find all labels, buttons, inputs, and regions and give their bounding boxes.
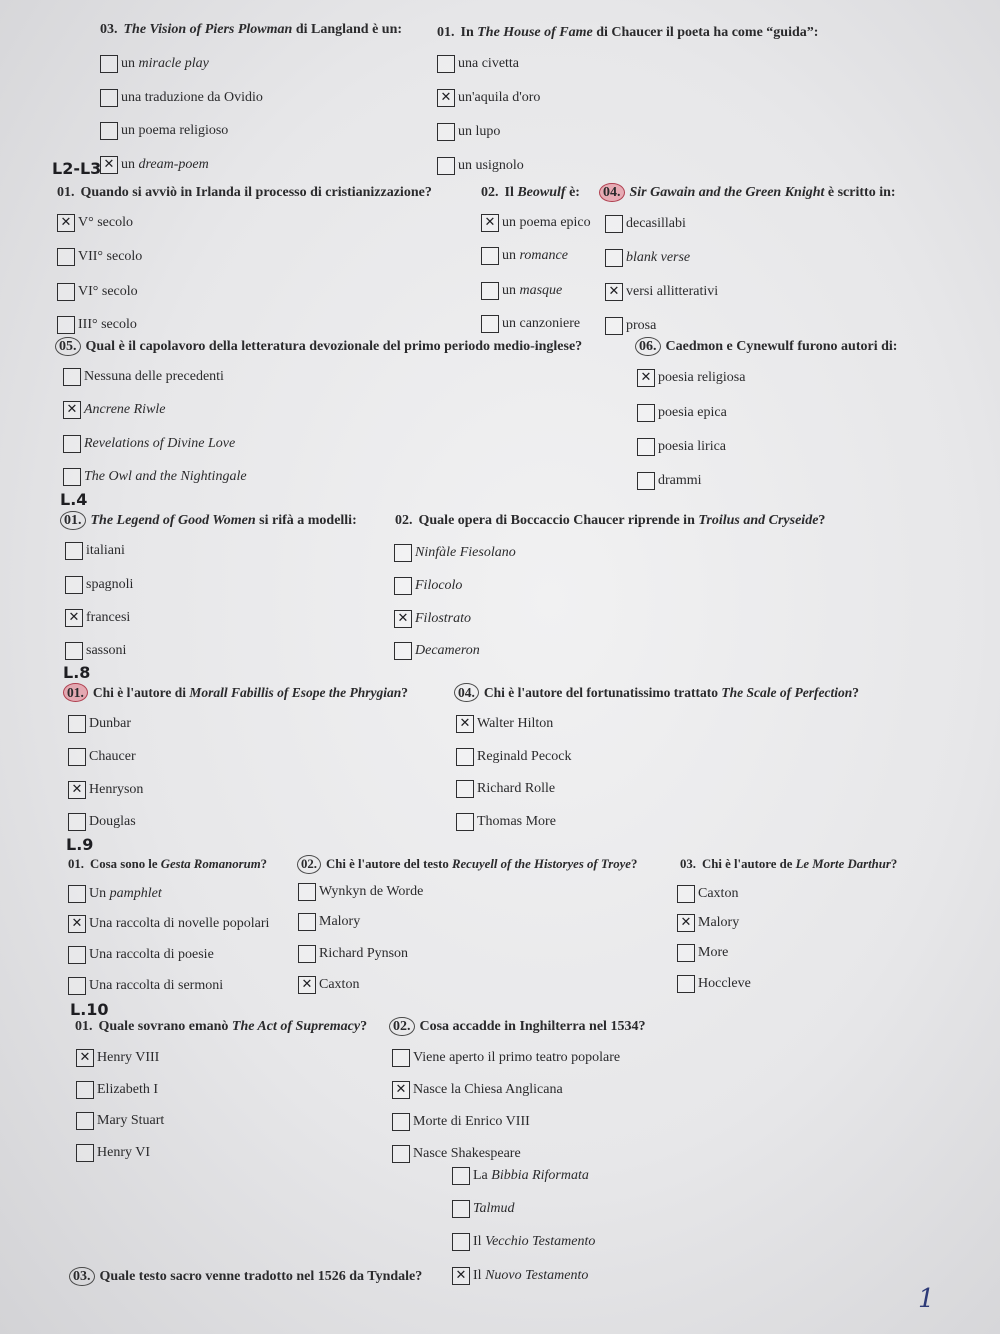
checkbox[interactable]: [437, 157, 455, 175]
question-legend-good-women: [65, 511, 357, 531]
option-nuovo-testamento[interactable]: [452, 1266, 588, 1286]
question-text: di Chaucer il poeta ha come “guida”:: [592, 25, 819, 40]
option-vii-secolo[interactable]: [57, 247, 142, 267]
option-label: Un: [89, 886, 110, 901]
option-label: un: [502, 283, 520, 298]
handwritten-lesson-mark: L.10: [70, 1000, 109, 1019]
checkbox[interactable]: [392, 1113, 410, 1131]
question-text: Caedmon e Cynewulf furono autori di:: [665, 339, 898, 354]
checkbox[interactable]: [677, 914, 695, 932]
option-italiani[interactable]: [65, 541, 125, 561]
option-henry-vi[interactable]: [76, 1143, 150, 1163]
option-label: Douglas: [89, 814, 136, 829]
option-owl-nightingale[interactable]: [63, 467, 247, 487]
option-label-italic: romance: [519, 248, 568, 263]
checkbox[interactable]: [677, 885, 695, 903]
option-label: Una raccolta di poesie: [89, 947, 214, 962]
option-label: poesia lirica: [658, 439, 727, 454]
option-sassoni[interactable]: [65, 641, 126, 661]
option-label: un: [121, 157, 139, 172]
option-label: Thomas More: [477, 814, 556, 829]
option-spagnoli[interactable]: [65, 575, 133, 595]
option-label: un usignolo: [458, 158, 524, 173]
checkbox[interactable]: [437, 89, 455, 107]
question-text: ?: [401, 685, 409, 700]
option-label: francesi: [86, 610, 131, 625]
option-label: Hoccleve: [698, 976, 751, 991]
question-gesta-romanorum: [68, 854, 267, 874]
question-morall-fabillis: [68, 683, 408, 703]
checkbox[interactable]: [68, 915, 86, 933]
question-number-circled: 02.: [389, 1017, 415, 1036]
option-masque[interactable]: [481, 281, 562, 301]
question-text: Cosa accadde in Inghilterra nel 1534?: [419, 1019, 646, 1034]
option-decameron[interactable]: [394, 641, 480, 661]
question-number: 03.: [100, 22, 118, 37]
question-number-circled: 06.: [635, 337, 661, 356]
question-recuyell-troye: [302, 854, 637, 874]
checkbox[interactable]: [68, 977, 86, 995]
question-text: Chi è l'autore del fortunatissimo trattato: [483, 685, 722, 700]
question-number: 01.: [68, 857, 84, 871]
option-label: un poema religioso: [121, 123, 229, 138]
checkbox[interactable]: [456, 813, 474, 831]
option-douglas[interactable]: [68, 812, 136, 832]
option-revelations-divine-love[interactable]: [63, 434, 235, 454]
option-label-italic: masque: [519, 283, 563, 298]
option-label: decasillabi: [626, 216, 686, 231]
checkbox[interactable]: [63, 435, 81, 453]
question-scale-of-perfection: [459, 683, 859, 703]
checkbox[interactable]: [63, 468, 81, 486]
checkbox[interactable]: [394, 544, 412, 562]
question-text: Quale opera di Boccaccio Chaucer riprende in: [418, 513, 699, 528]
question-text: si rifà a modelli:: [255, 513, 357, 528]
question-number: 03.: [680, 857, 696, 871]
option-decasillabi[interactable]: [605, 214, 686, 234]
option-mary-stuart[interactable]: [76, 1111, 164, 1131]
checkbox[interactable]: [68, 946, 86, 964]
option-label: La: [473, 1168, 492, 1183]
option-romance[interactable]: [481, 246, 568, 266]
checkbox[interactable]: [452, 1167, 470, 1185]
option-label-italic: Vecchio Testamento: [485, 1234, 596, 1249]
option-nessuna[interactable]: [63, 367, 224, 387]
checkbox[interactable]: [677, 944, 695, 962]
option-chiesa-anglicana[interactable]: [392, 1080, 563, 1100]
question-title: The Scale of Perfection: [721, 685, 853, 700]
option-label-italic: Ninfàle Fiesolano: [415, 545, 516, 560]
checkbox[interactable]: [298, 913, 316, 931]
option-label: Malory: [698, 915, 740, 930]
checkbox[interactable]: [394, 577, 412, 595]
checkbox[interactable]: [605, 249, 623, 267]
question-text: è:: [565, 185, 580, 200]
checkbox[interactable]: [298, 976, 316, 994]
option-label-italic: pamphlet: [109, 886, 162, 901]
option-label: Il: [473, 1234, 486, 1249]
option-poesia-lirica[interactable]: [637, 437, 726, 457]
option-dunbar[interactable]: [68, 714, 131, 734]
option-poesia-epica[interactable]: [637, 403, 727, 423]
option-label: un: [502, 248, 520, 263]
option-wynkyn-de-worde[interactable]: [298, 882, 423, 902]
option-label: Henry VI: [97, 1145, 151, 1160]
question-number-circled: 04.: [454, 683, 479, 702]
question-number: 01.: [437, 25, 455, 40]
checkbox[interactable]: [481, 315, 499, 333]
checkbox[interactable]: [298, 945, 316, 963]
checkbox[interactable]: [57, 214, 75, 232]
question-number: 01.: [57, 185, 75, 200]
checkbox[interactable]: [392, 1081, 410, 1099]
option-label: Nessuna delle precedenti: [84, 369, 224, 384]
question-text: Il: [504, 185, 518, 200]
option-label: prosa: [626, 318, 657, 333]
checkbox[interactable]: [481, 214, 499, 232]
question-number: 02.: [395, 513, 413, 528]
checkbox[interactable]: [57, 248, 75, 266]
question-irlanda-cristianizzazione: [57, 183, 432, 203]
option-versi-allitterativi[interactable]: [605, 282, 718, 302]
question-number-circled: 04.: [599, 183, 625, 202]
handwritten-lesson-mark: L.9: [66, 835, 94, 854]
option-morte-enrico-viii[interactable]: [392, 1112, 530, 1132]
handwritten-lesson-mark: L.4: [60, 490, 88, 509]
checkbox[interactable]: [65, 609, 83, 627]
option-blank-verse[interactable]: [605, 248, 690, 268]
option-malory[interactable]: [298, 912, 360, 932]
question-text: ?: [852, 685, 859, 700]
option-label: sassoni: [86, 643, 127, 658]
checkbox[interactable]: [605, 283, 623, 301]
option-label: poesia epica: [658, 405, 727, 420]
checkbox[interactable]: [394, 610, 412, 628]
question-text: ?: [360, 1019, 368, 1034]
checkbox[interactable]: [605, 215, 623, 233]
option-label: versi allitterativi: [626, 284, 719, 299]
option-label-italic: miracle play: [138, 56, 209, 71]
option-label: un canzoniere: [502, 316, 581, 331]
option-label: Il: [473, 1268, 486, 1283]
option-label-italic: Decameron: [415, 643, 480, 658]
checkbox[interactable]: [298, 883, 316, 901]
option-filostrato[interactable]: [394, 609, 471, 629]
option-label: Mary Stuart: [97, 1113, 165, 1128]
question-text: è scritto in:: [824, 185, 896, 200]
option-label-italic: Revelations of Divine Love: [84, 436, 236, 451]
question-title: Troilus and Cryseide: [698, 513, 819, 528]
option-label-italic: The Owl and the Nightingale: [84, 469, 247, 484]
question-text: ?: [818, 513, 826, 528]
option-henryson[interactable]: [68, 780, 143, 800]
question-title: Morall Fabillis of Esope the Phrygian: [189, 685, 402, 700]
checkbox[interactable]: [452, 1267, 470, 1285]
option-label-italic: Bibbia Riformata: [491, 1168, 589, 1183]
option-prosa[interactable]: [605, 316, 656, 336]
option-raccolta-poesie[interactable]: [68, 945, 214, 965]
option-label: una civetta: [458, 56, 520, 71]
question-text: Chi è l'autore de: [702, 857, 796, 871]
option-label: Reginald Pecock: [477, 749, 572, 764]
option-label: spagnoli: [86, 577, 134, 592]
option-label: Una raccolta di novelle popolari: [89, 916, 270, 931]
option-label: VI° secolo: [78, 284, 138, 299]
checkbox[interactable]: [452, 1200, 470, 1218]
option-poema-religioso[interactable]: [100, 121, 228, 141]
option-v-secolo[interactable]: [57, 213, 133, 233]
question-text: ?: [260, 857, 268, 871]
checkbox[interactable]: [456, 715, 474, 733]
option-walter-hilton[interactable]: [456, 714, 553, 734]
option-henry-viii[interactable]: [76, 1048, 159, 1068]
option-label: Viene aperto il primo teatro popolare: [413, 1050, 621, 1065]
question-inghilterra-1534: [394, 1017, 645, 1037]
option-label: Richard Rolle: [477, 781, 556, 796]
checkbox[interactable]: [76, 1144, 94, 1162]
checkbox[interactable]: [100, 122, 118, 140]
handwritten-page-number: 1: [918, 1284, 935, 1314]
option-label: Nasce la Chiesa Anglicana: [413, 1082, 563, 1097]
option-chaucer[interactable]: [68, 747, 136, 767]
checkbox[interactable]: [392, 1145, 410, 1163]
option-reginald-pecock[interactable]: [456, 747, 571, 767]
question-number-circled: 03.: [69, 1267, 95, 1286]
checkbox[interactable]: [637, 404, 655, 422]
option-richard-rolle[interactable]: [456, 779, 555, 799]
question-title: Sir Gawain and the Green Knight: [629, 185, 825, 200]
question-text: ?: [890, 857, 898, 871]
checkbox[interactable]: [481, 247, 499, 265]
option-label: un lupo: [458, 124, 501, 139]
checkbox[interactable]: [481, 282, 499, 300]
checkbox[interactable]: [677, 975, 695, 993]
option-pamphlet[interactable]: [68, 884, 162, 904]
option-label: un poema epico: [502, 215, 591, 230]
checkbox[interactable]: [637, 369, 655, 387]
question-text: In: [460, 25, 478, 40]
question-act-of-supremacy: [75, 1017, 367, 1037]
checkbox[interactable]: [394, 642, 412, 660]
option-label: Henryson: [89, 782, 144, 797]
question-number-circled: 01.: [60, 511, 86, 530]
checkbox[interactable]: [65, 642, 83, 660]
option-label-italic: Talmud: [473, 1201, 515, 1216]
option-label: More: [698, 945, 729, 960]
option-hoccleve[interactable]: [677, 974, 751, 994]
option-malory[interactable]: [677, 913, 739, 933]
question-morte-darthur: [680, 854, 897, 874]
handwritten-lesson-mark: L2-L3: [52, 159, 102, 178]
checkbox[interactable]: [452, 1233, 470, 1251]
question-title: The Legend of Good Women: [90, 513, 256, 528]
option-label: un: [121, 56, 139, 71]
option-usignolo[interactable]: [437, 156, 524, 176]
question-number-circled: 01.: [63, 683, 88, 702]
checkbox[interactable]: [68, 748, 86, 766]
checkbox[interactable]: [456, 748, 474, 766]
option-primo-teatro-popolare[interactable]: [392, 1048, 620, 1068]
checkbox[interactable]: [100, 156, 118, 174]
question-caedmon-cynewulf: [640, 337, 897, 357]
question-text: di Langland è un:: [292, 22, 403, 37]
option-traduzione-ovidio[interactable]: [100, 88, 263, 108]
option-filocolo[interactable]: [394, 576, 462, 596]
question-number-circled: 02.: [297, 855, 321, 874]
option-caxton[interactable]: [677, 884, 738, 904]
question-text: Chi è l'autore del testo: [326, 857, 452, 871]
checkbox[interactable]: [63, 401, 81, 419]
question-title: Gesta Romanorum: [160, 857, 261, 871]
option-label: Henry VIII: [97, 1050, 160, 1065]
checkbox[interactable]: [57, 283, 75, 301]
question-title: Recuyell of the Historyes of Troye: [451, 857, 631, 871]
checkbox[interactable]: [392, 1049, 410, 1067]
option-label: una traduzione da Ovidio: [121, 90, 263, 105]
option-label: Chaucer: [89, 749, 136, 764]
option-francesi[interactable]: [65, 608, 130, 628]
option-ninfale-fiesolano[interactable]: [394, 543, 516, 563]
question-number-circled: 05.: [55, 337, 81, 356]
question-title: The House of Fame: [477, 25, 593, 40]
option-nasce-shakespeare[interactable]: [392, 1144, 521, 1164]
option-label: VII° secolo: [78, 249, 143, 264]
option-label: Dunbar: [89, 716, 131, 731]
question-beowulf: [481, 183, 580, 203]
option-label-italic: Filostrato: [415, 611, 472, 626]
checkbox[interactable]: [68, 781, 86, 799]
option-iii-secolo[interactable]: [57, 315, 137, 335]
question-number: 01.: [75, 1019, 93, 1034]
option-more[interactable]: [677, 943, 728, 963]
option-label-italic: blank verse: [626, 250, 691, 265]
question-boccaccio-troilus: [395, 511, 825, 531]
option-drammi[interactable]: [637, 471, 702, 491]
option-vi-secolo[interactable]: [57, 282, 138, 302]
question-title: Beowulf: [517, 185, 566, 200]
question-title: The Vision of Piers Plowman: [123, 22, 293, 37]
option-poesia-religiosa[interactable]: [637, 368, 745, 388]
checkbox[interactable]: [76, 1081, 94, 1099]
option-miracle-play[interactable]: [100, 54, 209, 74]
option-thomas-more[interactable]: [456, 812, 556, 832]
checkbox[interactable]: [68, 715, 86, 733]
question-house-of-fame: [437, 23, 818, 43]
checkbox[interactable]: [456, 780, 474, 798]
question-tyndale-1526: [74, 1267, 422, 1287]
option-dream-poem[interactable]: [100, 155, 209, 175]
option-label: Una raccolta di sermoni: [89, 978, 224, 993]
option-poema-epico[interactable]: [481, 213, 591, 233]
option-label-italic: Filocolo: [415, 578, 463, 593]
checkbox[interactable]: [76, 1112, 94, 1130]
option-ancrene-riwle[interactable]: [63, 400, 166, 420]
checkbox[interactable]: [437, 55, 455, 73]
option-civetta[interactable]: [437, 54, 519, 74]
option-caxton[interactable]: [298, 975, 359, 995]
option-aquila-oro[interactable]: [437, 88, 540, 108]
option-elizabeth-i[interactable]: [76, 1080, 158, 1100]
checkbox[interactable]: [100, 89, 118, 107]
checkbox[interactable]: [63, 368, 81, 386]
question-vision-piers-plowman: [100, 20, 402, 40]
checkbox[interactable]: [65, 576, 83, 594]
option-lupo[interactable]: [437, 122, 500, 142]
option-label: Caxton: [319, 977, 360, 992]
question-number: 02.: [481, 185, 499, 200]
option-label: Morte di Enrico VIII: [413, 1114, 530, 1129]
question-text: Cosa sono le: [90, 857, 161, 871]
handwritten-lesson-mark: L.8: [63, 663, 91, 682]
question-text: Quale testo sacro venne tradotto nel 1526 da Tyndale?: [99, 1269, 423, 1284]
checkbox[interactable]: [100, 55, 118, 73]
question-text: ?: [630, 857, 638, 871]
checkbox[interactable]: [637, 472, 655, 490]
option-label: Wynkyn de Worde: [319, 884, 424, 899]
option-novelle-popolari[interactable]: [68, 914, 269, 934]
checkbox[interactable]: [57, 316, 75, 334]
option-label: V° secolo: [78, 215, 133, 230]
question-title: Le Morte Darthur: [795, 857, 891, 871]
option-label: Elizabeth I: [97, 1082, 159, 1097]
option-bibbia-riformata[interactable]: [452, 1166, 589, 1186]
question-sir-gawain: [604, 183, 896, 203]
checkbox[interactable]: [76, 1049, 94, 1067]
option-label: Caxton: [698, 886, 739, 901]
option-label: drammi: [658, 473, 702, 488]
option-raccolta-sermoni[interactable]: [68, 976, 223, 996]
option-label-italic: Ancrene Riwle: [84, 402, 166, 417]
option-canzoniere[interactable]: [481, 314, 580, 334]
option-label-italic: Nuovo Testamento: [485, 1268, 589, 1283]
question-letteratura-devozionale: [60, 337, 582, 357]
option-label: Nasce Shakespeare: [413, 1146, 521, 1161]
option-label: Malory: [319, 914, 361, 929]
option-vecchio-testamento[interactable]: [452, 1232, 595, 1252]
option-label: italiani: [86, 543, 125, 558]
option-talmud[interactable]: [452, 1199, 515, 1219]
question-title: The Act of Supremacy: [231, 1019, 361, 1034]
option-richard-pynson[interactable]: [298, 944, 408, 964]
checkbox[interactable]: [637, 438, 655, 456]
option-label: Walter Hilton: [477, 716, 554, 731]
question-text: Quale sovrano emanò: [98, 1019, 232, 1034]
checkbox[interactable]: [605, 317, 623, 335]
checkbox[interactable]: [68, 885, 86, 903]
option-label: Richard Pynson: [319, 946, 409, 961]
option-label: un'aquila d'oro: [458, 90, 541, 105]
checkbox[interactable]: [437, 123, 455, 141]
option-label: III° secolo: [78, 317, 137, 332]
question-text: Qual è il capolavoro della letteratura devozionale del primo periodo medio-inglese?: [85, 339, 583, 354]
checkbox[interactable]: [65, 542, 83, 560]
checkbox[interactable]: [68, 813, 86, 831]
option-label: poesia religiosa: [658, 370, 746, 385]
question-text: Quando si avviò in Irlanda il processo di cristianizzazione?: [80, 185, 432, 200]
question-text: Chi è l'autore di: [92, 685, 190, 700]
option-label-italic: dream-poem: [138, 157, 209, 172]
